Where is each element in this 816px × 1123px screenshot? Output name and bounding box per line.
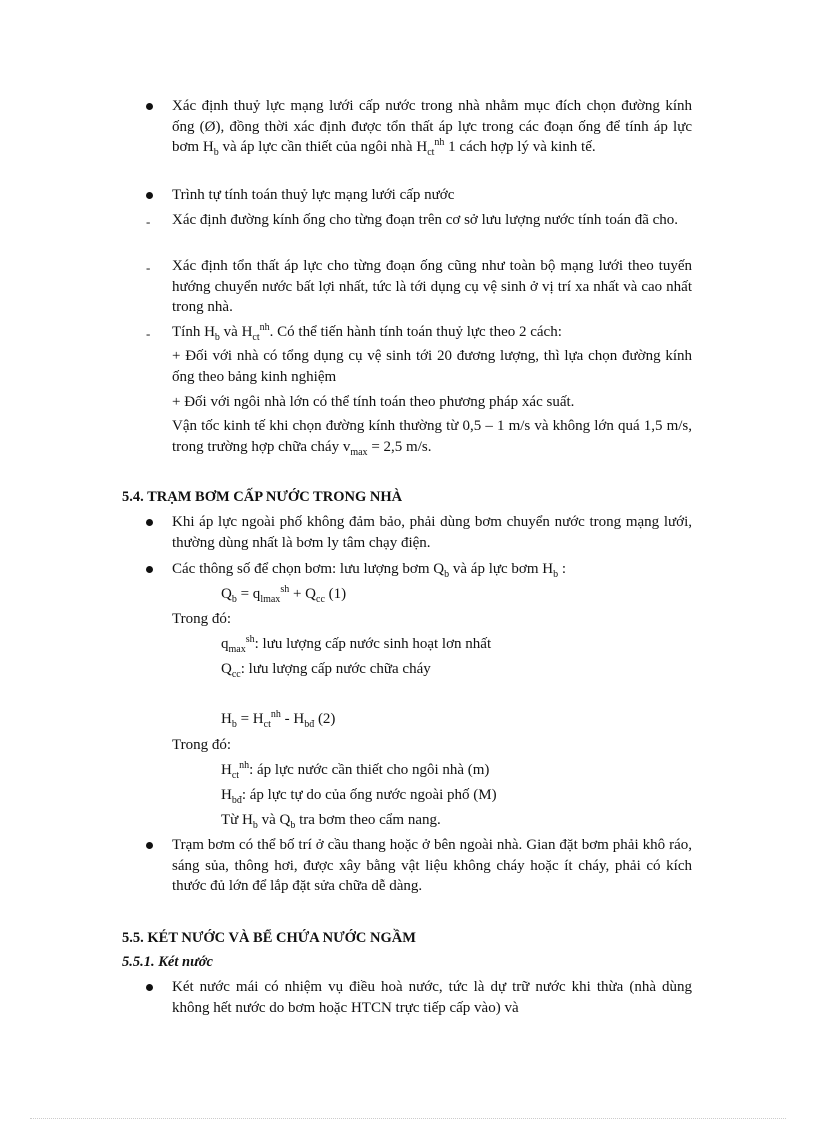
bullet-icon xyxy=(146,566,153,573)
text: Các thông số để chọn bơm: lưu lượng bơm Q xyxy=(172,561,445,577)
text: : lưu lượng cấp nước chữa cháy xyxy=(240,661,431,677)
text: H xyxy=(221,711,232,727)
text: và áp lực bơm H xyxy=(449,561,554,577)
text: nh xyxy=(259,322,270,333)
definition-lookup xyxy=(221,810,691,831)
text: bđ xyxy=(231,795,242,806)
text: Vận tốc kinh tế khi chọn đường kính thường từ 0,5 – 1 m/s và không lớn quá 1,5 m/s, trong trường hợp chữa cháy v xyxy=(172,418,692,455)
text: : lưu lượng cấp nước sinh hoạt lơn nhất xyxy=(254,636,492,652)
text: nh xyxy=(270,709,281,720)
text: H xyxy=(416,139,428,155)
text: (2) xyxy=(314,711,336,727)
paragraph-step-compute xyxy=(172,322,692,343)
text: H xyxy=(221,787,232,803)
definition-hbd xyxy=(221,785,691,806)
definition-hct xyxy=(221,760,691,781)
bullet-icon xyxy=(146,103,153,110)
text: H xyxy=(202,139,214,155)
dash-icon: - xyxy=(146,260,151,275)
definition-qcc xyxy=(221,659,691,680)
text: nh xyxy=(434,137,445,148)
paragraph-velocity xyxy=(172,416,692,457)
text: ct xyxy=(231,770,240,781)
text: + Q xyxy=(289,586,317,602)
text: Từ H xyxy=(221,812,253,828)
paragraph-method-1: + Đối với nhà có tổng dụng cụ vệ sinh tới 20 đương lượng, thì lựa chọn đường kính ống theo bảng kinh nghiệm xyxy=(172,348,692,385)
text: = H xyxy=(236,711,264,727)
paragraph-step-diameter: Xác định đường kính ống cho từng đoạn trên cơ sở lưu lượng nước tính toán đã cho. xyxy=(172,212,679,228)
label-where-1: Trong đó: xyxy=(172,611,232,627)
text: cc xyxy=(316,594,325,605)
text: và H xyxy=(219,324,253,340)
page-bottom-border xyxy=(30,1118,786,1119)
text: . Có thể tiến hành tính toán thuỷ lực theo 2 cách: xyxy=(269,324,562,340)
paragraph-pump-need: Khi áp lực ngoài phố không đảm bảo, phải dùng bơm chuyển nước trong mạng lưới, thường dùng nhất là bơm ly tâm chạy điện. xyxy=(172,514,692,551)
text: ct xyxy=(427,147,435,158)
subsection-heading-5-5-1: 5.5.1. Két nước xyxy=(122,954,213,970)
paragraph-method-2: + Đối với ngôi nhà lớn có thể tính toán theo phương pháp xác suất. xyxy=(172,394,575,410)
text: ct xyxy=(252,332,260,343)
section-heading-5-5: 5.5. KÉT NƯỚC VÀ BỂ CHỨA NƯỚC NGẦM xyxy=(122,930,416,946)
text: 1 cách hợp lý và kinh tế. xyxy=(448,139,596,155)
text: b xyxy=(214,332,220,343)
text: b xyxy=(290,820,296,831)
text: Xác định thuỷ lực mạng lưới cấp nước trong nhà nhằm mục đích chọn đường kính ống (Ø), đồng thời xác định được tổn thất áp lực trong các đoạn ống để tính áp lực bơm xyxy=(172,98,692,155)
paragraph-pump-station: Trạm bơm có thể bố trí ở cầu thang hoặc ở bên ngoài nhà. Gian đặt bơm phải khô ráo, sáng sủa, thông hơi, được xây bằng vật liệu không cháy hoặc ít cháy, phải có kích thước đủ lớn để lắp đặt sửa chữa dễ dàng. xyxy=(172,837,692,894)
text: cc xyxy=(231,669,241,680)
dash-icon: - xyxy=(146,326,151,341)
text: = q xyxy=(236,586,261,602)
text: b xyxy=(444,569,450,580)
text: sh xyxy=(280,584,290,595)
paragraph-hydraulics-purpose xyxy=(172,96,692,158)
section-heading-5-4: 5.4. TRẠM BƠM CẤP NƯỚC TRONG NHÀ xyxy=(122,489,403,505)
bullet-icon xyxy=(146,842,153,849)
text: b xyxy=(213,147,219,158)
text: q xyxy=(221,636,229,652)
formula-1 xyxy=(221,584,691,605)
definition-qmax xyxy=(221,634,691,655)
text: : áp lực tự do của ống nước ngoài phố (M) xyxy=(241,787,497,803)
text: b xyxy=(231,719,237,730)
text: nh xyxy=(239,760,250,771)
paragraph-roof-tank: Két nước mái có nhiệm vụ điều hoà nước, tức là dự trữ nước khi thừa (nhà dùng không hết nước do bơm hoặc HTCN trực tiếp cấp vào) và xyxy=(172,979,692,1016)
text: Q xyxy=(221,661,232,677)
paragraph-step-pressure-loss: Xác định tổn thất áp lực cho từng đoạn ống cũng như toàn bộ mạng lưới theo tuyến hướng chuyển nước bất lợi nhất, tức là tới dụng cụ vệ sinh ở vị trí xa nhất và cao nhất trong nhà. xyxy=(172,258,692,315)
bullet-icon xyxy=(146,192,153,199)
paragraph-pump-params xyxy=(172,559,692,580)
text: ct xyxy=(263,719,271,730)
text: Q xyxy=(221,586,232,602)
formula-2 xyxy=(221,709,691,730)
text: và áp lực cần thiết của ngôi nhà xyxy=(222,139,413,155)
text: lmax xyxy=(260,594,281,605)
text: max xyxy=(350,446,368,458)
text: H xyxy=(221,762,232,778)
text: và Q xyxy=(257,812,291,828)
text: (1) xyxy=(324,586,347,602)
text: : áp lực nước cần thiết cho ngôi nhà (m) xyxy=(249,762,490,778)
text: tra bơm theo cẩm nang. xyxy=(295,812,441,828)
label-where-2: Trong đó: xyxy=(172,737,232,753)
text: = 2,5 m/s. xyxy=(367,438,432,455)
bullet-icon xyxy=(146,519,153,526)
text: bđ xyxy=(304,719,315,730)
bullet-icon xyxy=(146,984,153,991)
paragraph-calc-sequence: Trình tự tính toán thuỷ lực mạng lưới cấp nước xyxy=(172,187,455,203)
text: b xyxy=(231,594,237,605)
text: - H xyxy=(280,711,305,727)
text: sh xyxy=(245,634,255,645)
text: max xyxy=(228,644,246,655)
text: b xyxy=(553,569,559,580)
text: : xyxy=(558,561,566,577)
text: b xyxy=(252,820,258,831)
dash-icon: - xyxy=(146,214,151,229)
text: Tính H xyxy=(172,324,215,340)
